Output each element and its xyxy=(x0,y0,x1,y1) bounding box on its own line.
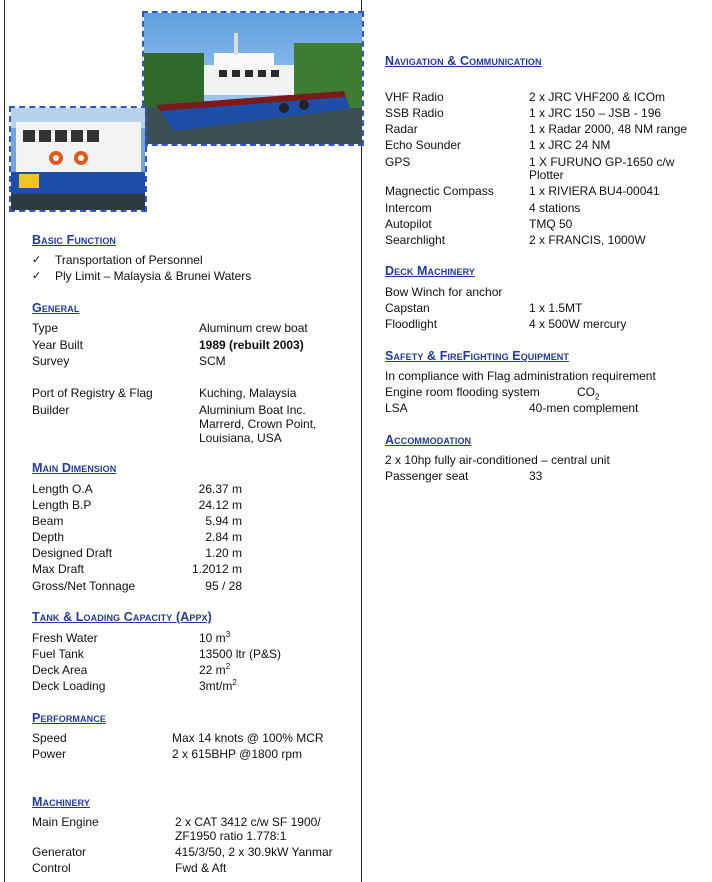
machinery-heading: Machinery xyxy=(32,795,90,809)
nav-value: 1 x JRC 24 NM xyxy=(529,138,611,152)
safety-line: In compliance with Flag administration requirement xyxy=(385,369,656,383)
deck-machinery-heading: Deck Machinery xyxy=(385,264,475,278)
deck-loading-value: $3mt/m^2$ xyxy=(199,678,237,693)
boat-photo-main xyxy=(142,11,364,146)
lsa-value: 40-men complement xyxy=(529,401,639,415)
tank-heading: Tank & Loading Capacity (Appx) xyxy=(32,610,212,624)
port-label: Port of Registry & Flag xyxy=(32,386,153,400)
boat-photo-stern xyxy=(9,106,147,212)
generator-label: Generator xyxy=(32,845,87,859)
nav-label: Magnectic Compass xyxy=(385,184,494,198)
dimension-label: Gross/Net Tonnage xyxy=(32,579,136,593)
deck-area-value: 22 $m^2$ xyxy=(199,662,231,677)
check-icon: ✓ xyxy=(32,270,42,282)
basic-function-heading: Basic Function xyxy=(32,233,117,247)
dimension-label: Designed Draft xyxy=(32,546,113,560)
year-label: Year Built xyxy=(32,338,83,352)
nav-label: SSB Radio xyxy=(385,106,444,120)
year-value: 1989 (rebuilt 2003) xyxy=(199,338,304,352)
basic-function-item: Ply Limit – Malaysia & Brunei Waters xyxy=(55,269,252,283)
lsa-label: LSA xyxy=(385,401,408,415)
dimension-value: 95 / 28 xyxy=(205,579,242,593)
performance-heading: Performance xyxy=(32,711,106,725)
main-engine-label: Main Engine xyxy=(32,815,99,829)
nav-value: 2 x JRC VHF200 & ICOm xyxy=(529,90,666,104)
navigation-heading: Navigation & Communication xyxy=(385,54,542,68)
nav-value: 2 x FRANCIS, 1000W xyxy=(529,233,646,247)
seat-label: Passenger seat xyxy=(385,469,469,483)
nav-value: 1 x RIVIERA BU4-00041 xyxy=(529,184,660,198)
dimension-label: Depth xyxy=(32,530,65,544)
fresh-water-label: Fresh Water xyxy=(32,631,98,645)
builder-line: Aluminium Boat Inc. xyxy=(199,403,306,417)
nav-label: VHF Radio xyxy=(385,90,444,104)
deck-area-label: Deck Area xyxy=(32,663,88,677)
type-value: Aluminum crew boat xyxy=(199,321,308,335)
dimension-label: Max Draft xyxy=(32,562,85,576)
dimension-label: Length O.A xyxy=(32,482,93,496)
control-label: Control xyxy=(32,861,71,875)
floodlight-label: Floodlight xyxy=(385,317,438,331)
power-value: 2 x 615BHP @1800 rpm xyxy=(172,747,303,761)
accommodation-heading: Accommodation xyxy=(385,433,472,447)
nav-value: 1 x Radar 2000, 48 NM range xyxy=(529,122,688,136)
dimension-value: 5.94 m xyxy=(205,514,242,528)
nav-value: 4 stations xyxy=(529,201,581,215)
survey-label: Survey xyxy=(32,354,70,368)
survey-value: SCM xyxy=(199,354,226,368)
main-dimension-heading: Main Dimension xyxy=(32,461,117,475)
check-icon: ✓ xyxy=(32,254,42,266)
dimension-value: 1.2012 m xyxy=(191,562,242,576)
nav-label: Radar xyxy=(385,122,418,136)
fuel-tank-label: Fuel Tank xyxy=(32,647,84,661)
dimension-value: 1.20 m xyxy=(205,546,242,560)
power-label: Power xyxy=(32,747,67,761)
seat-value: 33 xyxy=(529,469,543,483)
gps-label: GPS xyxy=(385,155,411,169)
builder-label: Builder xyxy=(32,403,70,417)
engine-room-value: $CO_2$ xyxy=(577,385,600,402)
dimension-label: Beam xyxy=(32,514,64,528)
safety-heading: Safety & FireFighting Equipment xyxy=(385,349,569,363)
fresh-water-value: 10 $m^3$ xyxy=(199,630,231,645)
nav-label: Searchlight xyxy=(385,233,446,247)
speed-value: Max 14 knots @ 100% MCR xyxy=(172,731,324,745)
left-margin-rule xyxy=(4,0,5,882)
floodlight-value: 4 x 500W mercury xyxy=(529,317,627,331)
nav-value: 1 x JRC 150 – JSB - 196 xyxy=(529,106,662,120)
deck-loading-label: Deck Loading xyxy=(32,679,106,693)
deck-line: Bow Winch for anchor xyxy=(385,285,503,299)
builder-line: Marrerd, Crown Point, xyxy=(199,417,317,431)
gps-line: 1 X FURUNO GP-1650 c/w xyxy=(529,155,675,169)
port-value: Kuching, Malaysia xyxy=(199,386,297,400)
generator-value: 415/3/50, 2 x 30.9kW Yanmar xyxy=(175,845,333,859)
builder-line: Louisiana, USA xyxy=(199,431,282,445)
control-value: Fwd & Aft xyxy=(175,861,227,875)
engine-room-label: Engine room flooding system xyxy=(385,385,540,399)
type-label: Type xyxy=(32,321,59,335)
nav-label: Autopilot xyxy=(385,217,432,231)
dimension-value: 26.37 m xyxy=(198,482,242,496)
nav-label: Intercom xyxy=(385,201,432,215)
dimension-value: 24.12 m xyxy=(198,498,242,512)
basic-function-item: Transportation of Personnel xyxy=(55,253,203,267)
gps-line: Plotter xyxy=(529,168,564,182)
nav-label: Echo Sounder xyxy=(385,138,462,152)
dimension-value: 2.84 m xyxy=(205,530,242,544)
nav-value: TMQ 50 xyxy=(529,217,573,231)
capstan-value: 1 x 1.5MT xyxy=(529,301,583,315)
accommodation-line: 2 x 10hp fully air-conditioned – central unit xyxy=(385,453,610,467)
fuel-tank-value: 13500 ltr (P&S) xyxy=(199,647,282,661)
main-engine-line: ZF1950 ratio 1.778:1 xyxy=(175,829,287,843)
speed-label: Speed xyxy=(32,731,67,745)
main-engine-line: 2 x CAT 3412 c/w SF 1900/ xyxy=(175,815,321,829)
general-heading: General xyxy=(32,301,80,315)
capstan-label: Capstan xyxy=(385,301,430,315)
dimension-label: Length B.P xyxy=(32,498,92,512)
